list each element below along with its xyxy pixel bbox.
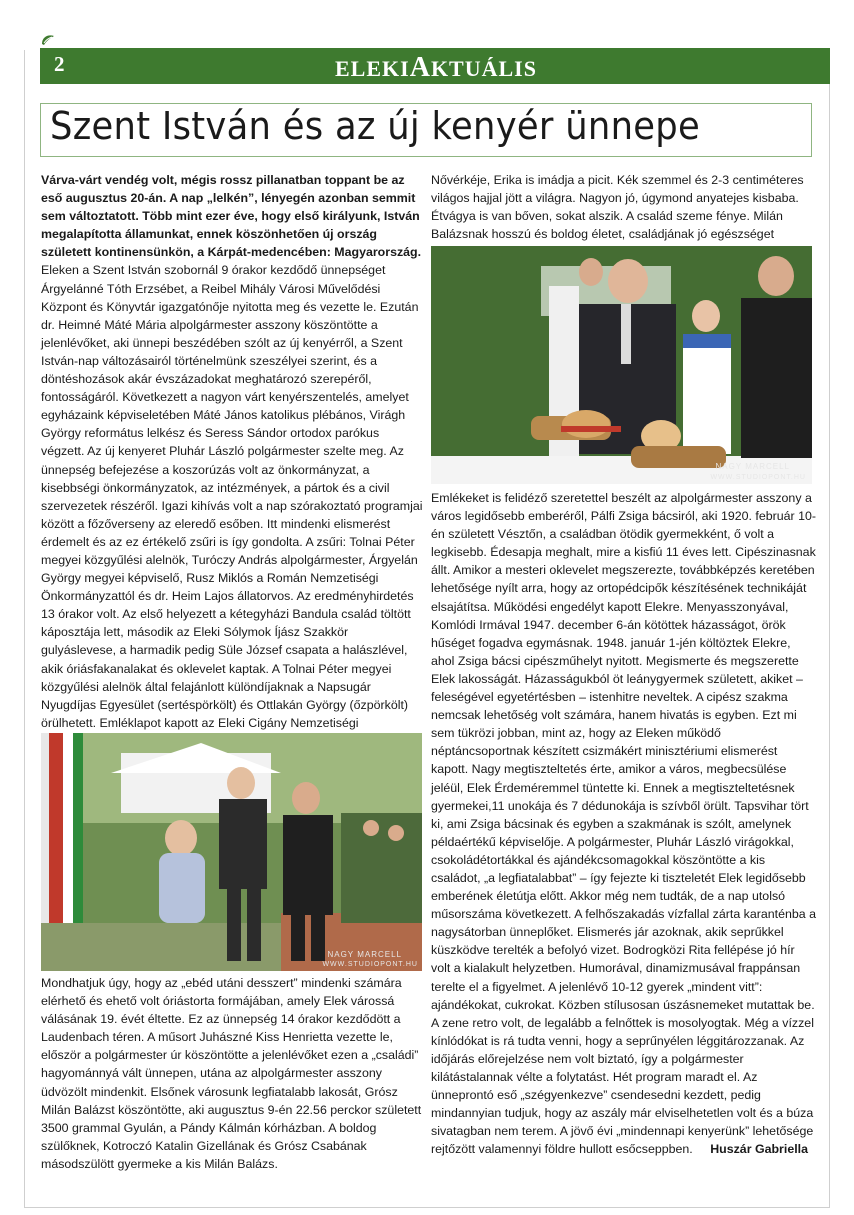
article-paragraph-1: Eleken a Szent István szobornál 9 órakor kezdődő ünnepséget Árgyelánné Tóth Erzsébet, a Reibel Mihály Városi Művelődési Központ és Könyvtár igazgatónője nyitotta meg és vezette le. Ezután dr. Heimné Máté Mária alpolgármester asszony köszöntötte a jelenlévőket, aki ünnepi beszédében szólt az új kenyérről, a Szent István-nap változásairól történelmünk szeszélyei szerint, és a döntéshozások akár évszázadokat meghatározó szerepéről, fontosságáról. Következett a nagyon várt kenyérszentelés, amelyet egyházaink képviseletében Máté János katolikus plébános, Virágh György református lelkész és Seress Sándor ortodox parókus végzett. Az új kenyeret Pluhár László polgármester szelte meg. Az ünnepség befejezése a koszorúzás volt az önkormányzat, a kisebbségi önkormányzatok, az intézmények, a pártok és a civil szervezetek részéről. Igazi kihívás volt a nap szórakoztató programjai között a főzőverseny az eleredő esőben. Itt mindenki elismerést érdemelt és az ez értékelő zsűri is így gondolta. A zsűri: Tolnai Péter megyei közgyűlési alelnök, Turóczy András alpolgármester, Árgyelán György megyei képviselő, Rusz Miklós a Román Nemzetiségi Önkormányzattól és dr. Heim Lajos állatorvos. Az eredményhirdetés 13 órakor volt. Az első helyezett a kétegyházi Bandula család töltött káposztája lett, második az Eleki Sólymok Íjász Szakkör gulyáslevese, a harmadik pedig Süle József csapata a halászlével, akik óriásfakanalakat és oklevelet kaptak. A Tolnai Péter megyei közgyűlési alelnök által felajánlott különdíjaknak a Napsugár Nyugdíjas Egyesület (sertéspörkölt) és Ottlakán György (őzpörkölt) örülhetett. Emléklapot kapott az Eleki Cigány Nemzetiségi: [41, 263, 423, 730]
article-paragraph-3: Nővérkéje, Erika is imádja a picit. Kék szemmel és 2-3 centiméteres világos hajjal jött a világra. Nagyon jó, úgymond anyatejes kisbaba. Étvágya is van bőven, sokat alszik. A család szeme fénye. Milán Balázsnak hosszú és boldog életet, családjának jó egészséget: [431, 173, 804, 242]
leaf-icon: [40, 32, 56, 48]
masthead: [335, 52, 537, 84]
photo-watermark-url: WWW.STUDIOPONT.HU: [322, 961, 418, 968]
article-paragraph-2: Mondhatjuk úgy, hogy az „ebéd utáni desszert” mindenki számára elérhető és ehető volt óriástorta formájában, amely Elek várossá válásának 19. évét éltette. Ez az ünnepség 14 órakor kezdődött a Laudenbach téren. A műsort Juhászné Kiss Henrietta vezette le, először a polgármester úr köszöntötte a jelenlévőket ezen a „családi” hagyománnyá vált ünnepen, utána az alpolgármester asszony üdvözölt mindenkit. Elsőnek városunk legfiatalabb lakosát, Grósz Milán Balázst köszöntötte, aki augusztus 9-én 22.56 perckor született 3500 grammal Gyulán, a Pándy Kálmán kórházban. A boldog szülőknek, Kotroczó Katalin Gizellának és Grósz Csabának másodszülött gyermeke a kis Milán Balázs.: [41, 976, 422, 1171]
photo-watermark-url: WWW.STUDIOPONT.HU: [710, 474, 806, 481]
photo-watermark: NAGY MARCELL: [715, 462, 790, 471]
photo-watermark: NAGY MARCELL: [327, 950, 402, 959]
masthead-prefix: ELEKI: [335, 56, 410, 81]
author-byline: Huszár Gabriella: [710, 1142, 808, 1156]
masthead-rest: KTUÁLIS: [430, 56, 537, 81]
left-column: [41, 171, 424, 750]
left-column-bottom: [41, 974, 424, 1173]
right-column-bottom: [431, 489, 816, 1158]
masthead-initial: A: [409, 52, 431, 83]
article-paragraph-4: Emlékeket is felidéző szeretettel beszélt az alpolgármester asszony a város legidősebb emberéről, Pálfi Zsiga bácsiról, aki 1920. február 10-én született Vésztőn, a családban ötödik gyermekként, ő volt a legkisebb. Édesapja meghalt, mire a kisfiú 11 éves lett. Cipészinasnak állt. Amikor a mesteri oklevelet megszerezte, továbbképzés keretében lehetősége nyílt arra, hogy az ortopédcipők készítésének technikáját elsajátítsa. Működési engedélyt kapott Elekre. Menyasszonyával, Komlódi Irmával 1947. december 6-án kötöttek házasságot, örök hűséget fogadva egymásnak. 1948. január 1-jén költöztek Elekre, ahol Zsiga bácsi cipészműhelyt nyitott. Megismerte és megszerette Elek lakosságát. Házasságukból öt leánygyermek született, akiket – feleségével egyetértésben – istenhitre neveltek. A cipész szakma nemcsak lehetőség volt számára, hanem hivatás is egyben. Ezt mi sem tükrözi jobban, mint az, hogy az Eleken működő néptáncsoportnak készített csizmákért minisztériumi elismerést kapott. Nagy megtiszteltetés érte, amikor a város, megbecsülése jeléül, Elek Érdeméremmel tüntette ki. Ennek a megtiszteltetésnek gyermekei,11 unokája és 7 dédunokája is szívből örült. Tapsvihar tört ki, ami Zsiga bácsinak és egyben a szakmának is szólt, amelynek példaértékű képviselője. A polgármester, Pluhár László virágokkal, csokoládétortákkal és ajándékcsomagokkal köszöntötte a kis családot, „a legfiatalabbat” – így fejezte ki tiszteletét Elek legidősebb emberének életútja előtt. Akkor még nem tudták, de a nap utolsó műsorszáma következett. A felhőszakadás vízfallal zárta karanténba a nagysátorban ünneplőket. Elismerés jár azoknak, akik seprűkkel küszködve terelték a befolyó vizet. Bodrogközi Rita fellépése jó hír volt a kialakult helyzetben. Humorával, dinamizmusával frappánsan terelte el a figyelmet. A jelenlévő 10-12 gyerek „mindent vitt”: ajándékokat, cukrokat. Közben stílusosan úszásnemeket mutattak be. A zene retro volt, de legalább a felnőttek is mosolyogtak. Még a vízzel kínlódókat is rá tudta venni, hogy a seprűnyélen léggitározzanak. Az időjárás előrejelzése nem volt biztató, így a polgármester kilátástalannak vélte a folytatást. Hét program maradt el. Az ünneprontó eső „szégyenkezve” csendesedni kezdett, pedig mindannyian tudjuk, hogy az aszály már elviselhetetlen volt és a búza sivatagban nem terem. A jövő évi „mindennapi kenyerünk” lehetősége rejtőzött valamennyi földre hullott esőcseppben.: [431, 491, 816, 1157]
article-title: Szent István és az új kenyér ünnepe: [50, 104, 701, 148]
photo-bread-cutting: [431, 246, 812, 484]
article-lead: Várva-várt vendég volt, mégis rossz pillanatban toppant be az eső augusztus 20-án. A nap „lelkén”, lényegén azonban semmit sem változtatott. Több mint ezer éve, hogy első királyunk, István megalapította államunkat, ennek köszönhetően új ország született kontinensünkön, a Kárpát-medencében: Magyarország.: [41, 173, 422, 260]
page-number: 2: [54, 52, 65, 76]
photo-wreath-ceremony: [41, 733, 422, 971]
